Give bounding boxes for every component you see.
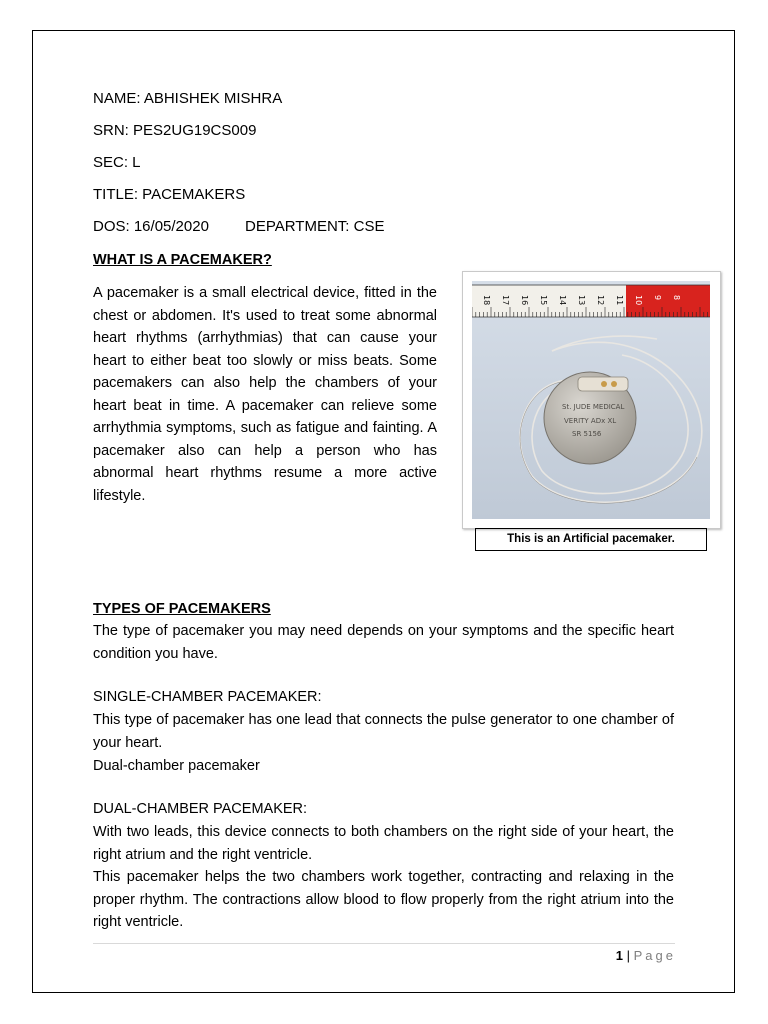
types-intro-paragraph: The type of pacemaker you may need depends on your symptoms and the specific heart condition you have. xyxy=(93,623,674,662)
figure-caption: This is an Artificial pacemaker. xyxy=(475,528,707,551)
section-heading-types: TYPES OF PACEMAKERS xyxy=(93,601,271,617)
ruler-tick-label: 18 xyxy=(482,295,491,306)
department: DEPARTMENT: CSE xyxy=(245,218,385,235)
what-is-paragraph: A pacemaker is a small electrical device, fitted in the chest or abdomen. It's used to treat some abnormal heart rhythms (arrhythmias) that can cause your heart to either beat too slowly or miss beats. Some pacemakers can also help the chambers of your heart beat in time. A pacemaker can relieve some arrhythmia symptoms, such as fatigue and fainting. A pacemaker also can help a person who has abnormal heart rhythms resume a more active lifestyle. xyxy=(93,285,437,504)
dual-chamber-paragraph-1: With two leads, this device connects to both chambers on the right side of your heart, the right atrium and the right ventricle. xyxy=(93,824,674,863)
page-footer xyxy=(616,948,676,964)
page-number: 1 xyxy=(615,948,623,963)
ruler-tick-label: 12 xyxy=(596,295,605,306)
single-chamber-paragraph: This type of pacemaker has one lead that connects the pulse generator to one chamber of your heart. xyxy=(93,712,674,751)
ruler-tick-label: 10 xyxy=(634,295,643,306)
ruler-tick-label: 13 xyxy=(577,295,586,306)
date-of-submission: DOS: 16/05/2020 xyxy=(93,218,209,235)
ruler-tick-label: 8 xyxy=(672,295,681,301)
student-name: NAME: ABHISHEK MISHRA xyxy=(93,90,283,107)
ruler-tick-label: 17 xyxy=(501,295,510,306)
ruler-tick-label: 11 xyxy=(615,295,624,306)
single-chamber-extra-line: Dual-chamber pacemaker xyxy=(93,758,260,774)
footer-rule xyxy=(93,943,675,944)
page-label: Page xyxy=(633,948,676,963)
pacemaker-photo xyxy=(472,281,710,519)
dual-chamber-title: DUAL-CHAMBER PACEMAKER: xyxy=(93,801,308,817)
ruler-tick-label: 9 xyxy=(653,295,662,301)
pacemaker-figure xyxy=(462,271,721,529)
student-section: SEC: L xyxy=(93,154,141,171)
ruler-tick-label: 16 xyxy=(520,295,529,306)
ruler-tick-label: 15 xyxy=(539,295,548,306)
single-chamber-title: SINGLE-CHAMBER PACEMAKER: xyxy=(93,689,322,705)
page-separator: | xyxy=(626,948,630,963)
ruler-tick-label: 14 xyxy=(558,295,567,306)
section-heading-what-is: WHAT IS A PACEMAKER? xyxy=(93,252,272,268)
document-title: TITLE: PACEMAKERS xyxy=(93,186,246,203)
device-label-line-3: SR 5156 xyxy=(572,430,602,438)
dual-chamber-paragraph-2: This pacemaker helps the two chambers work together, contracting and relaxing in the proper rhythm. The contractions allow blood to flow properly from the right atrium into the right ventricle. xyxy=(93,869,674,930)
device-label-line-1: St. JUDE MEDICAL xyxy=(562,403,625,411)
student-srn: SRN: PES2UG19CS009 xyxy=(93,122,257,139)
device-label-line-2: VERITY ADx XL xyxy=(564,417,617,425)
